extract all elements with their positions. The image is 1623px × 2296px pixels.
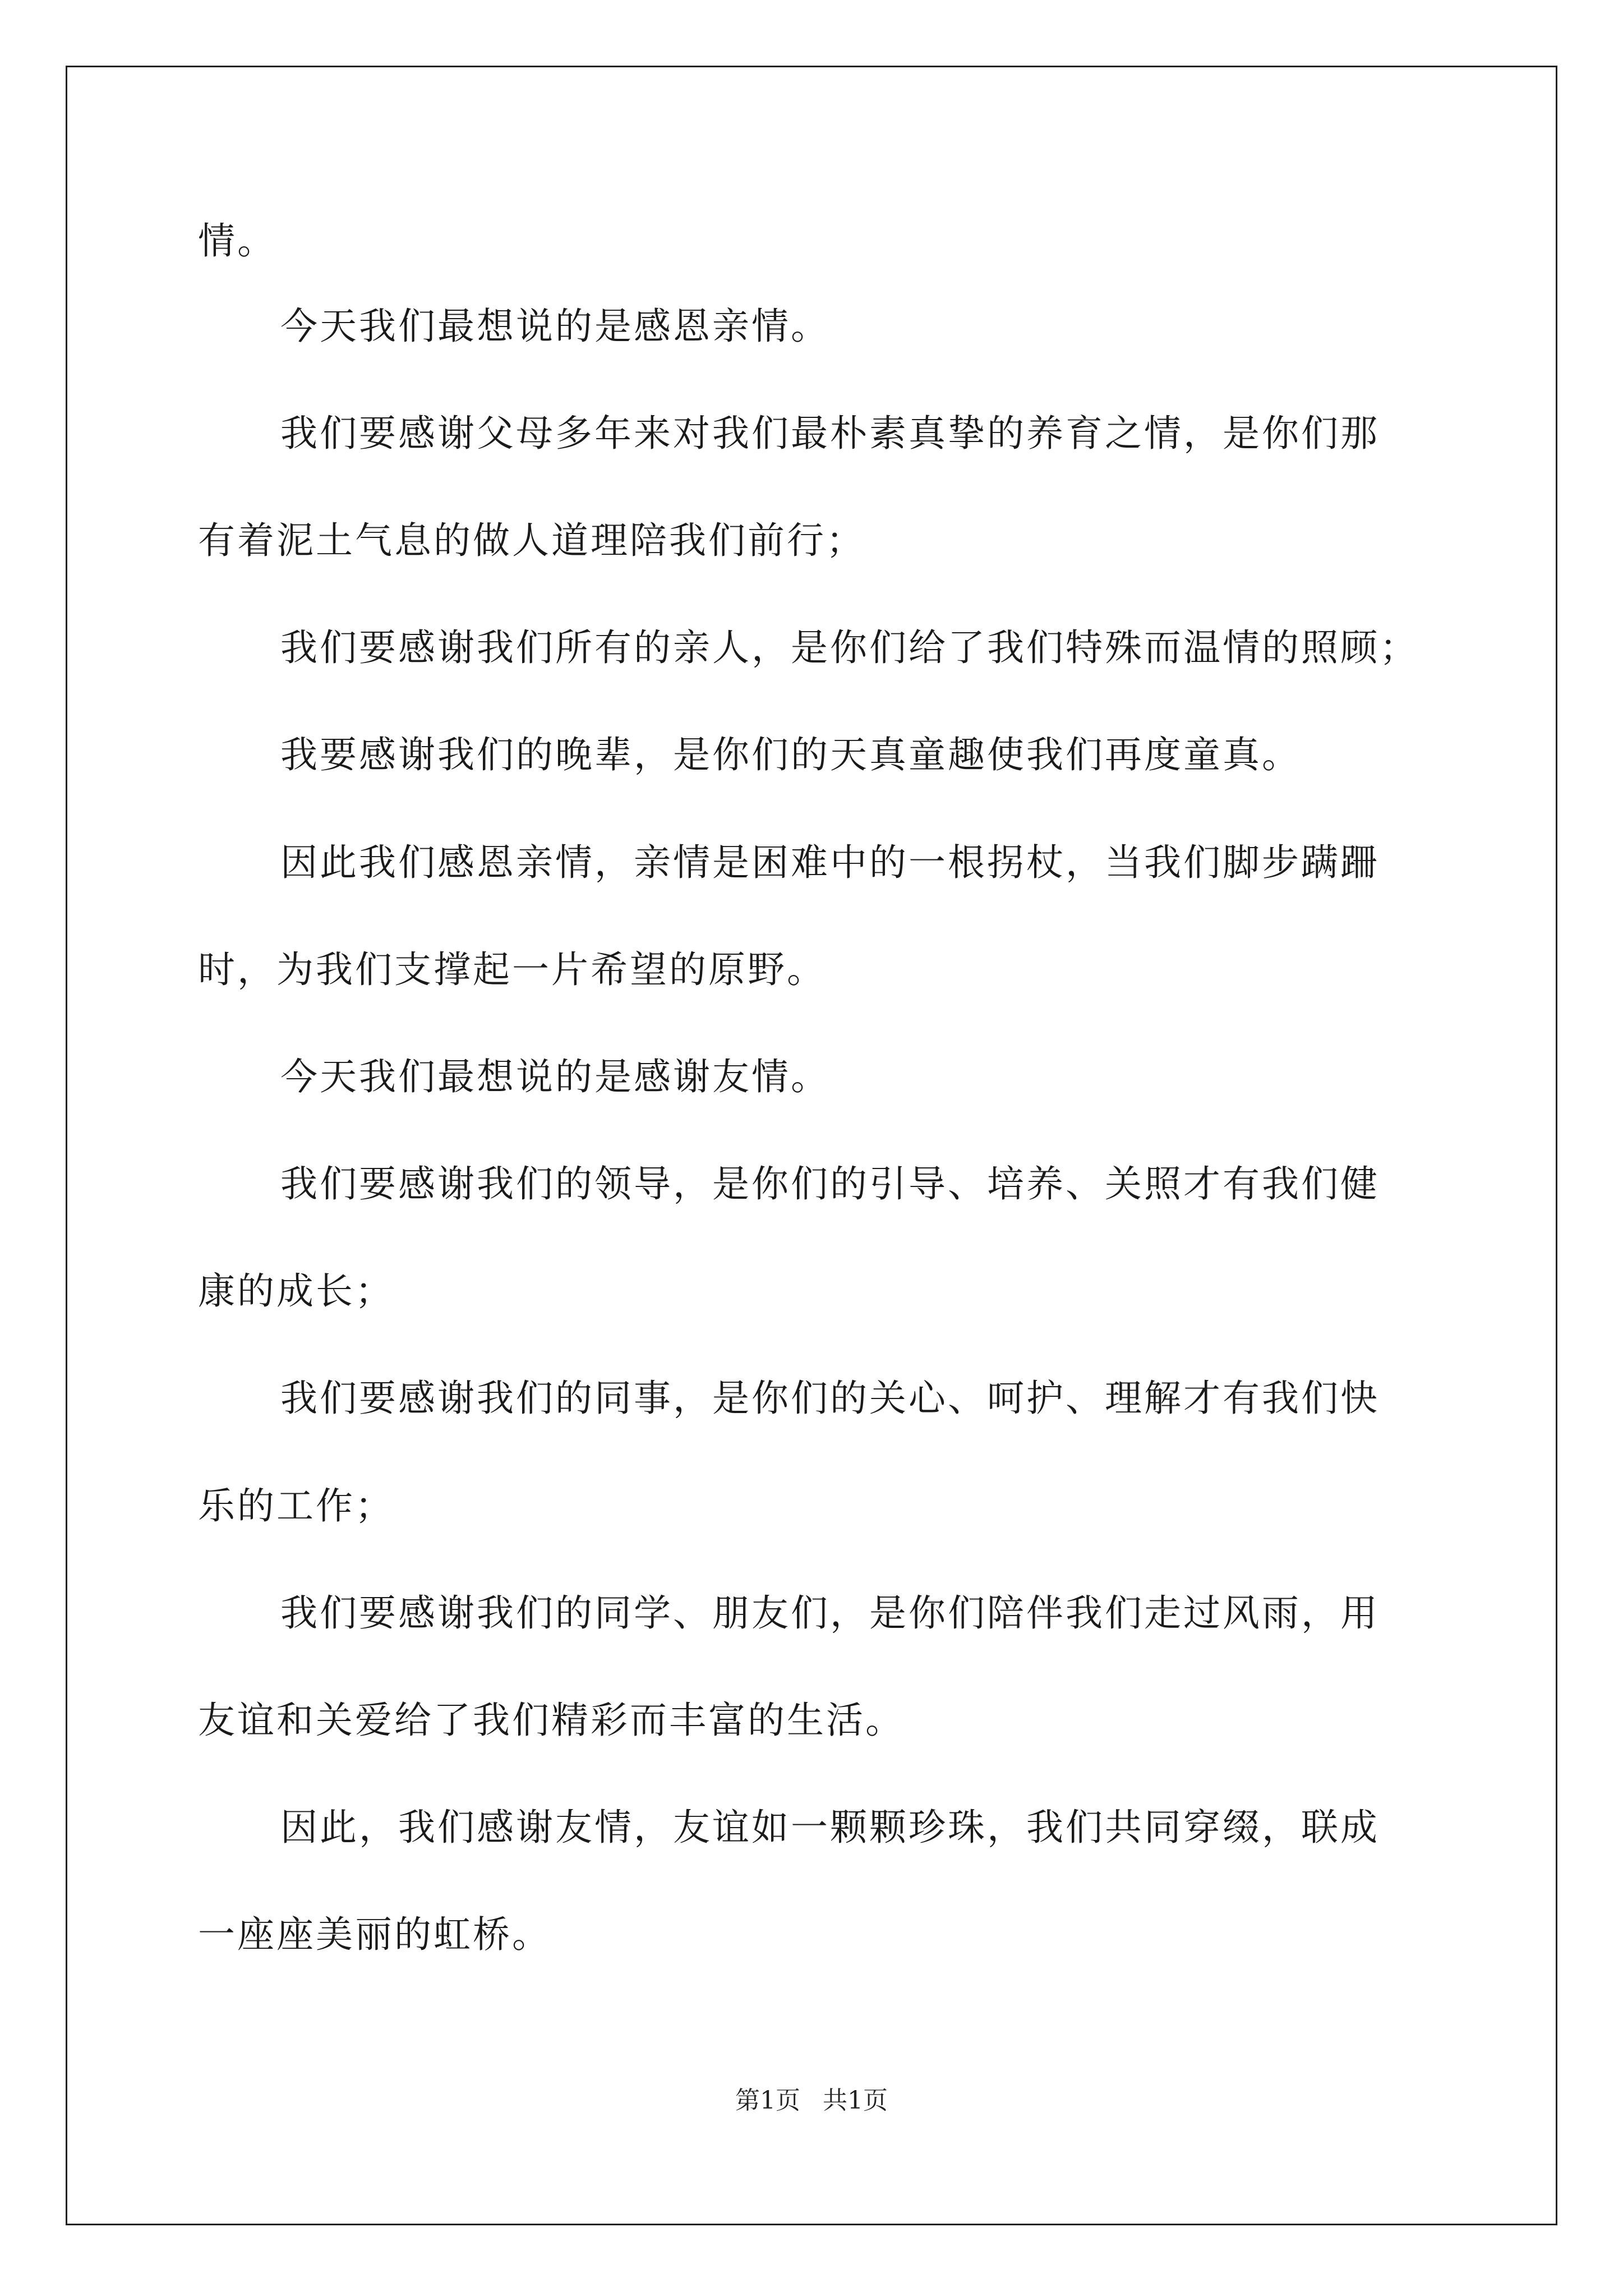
page-footer: [0, 2084, 1623, 2118]
text-line: 今天我们最想说的是感谢友情。: [280, 1055, 830, 1098]
text-line: 我们要感谢父母多年来对我们最朴素真挚的养育之情，是你们那: [280, 412, 1380, 455]
text-line: 我们要感谢我们的同事，是你们的关心、呵护、理解才有我们快: [280, 1377, 1380, 1420]
text-line: 我们要感谢我们的领导，是你们的引导、培养、关照才有我们健: [280, 1162, 1380, 1205]
text-line: 康的成长；: [198, 1269, 394, 1313]
text-line: 因此，我们感谢友情，友谊如一颗颗珍珠，我们共同穿缀，联成: [280, 1806, 1380, 1849]
text-line: 情。: [198, 219, 276, 263]
text-line: 今天我们最想说的是感恩亲情。: [280, 305, 830, 348]
page-total: 共1页: [823, 2086, 888, 2115]
text-line: 乐的工作；: [198, 1484, 394, 1527]
text-line: 我要感谢我们的晚辈，是你们的天真童趣使我们再度童真。: [280, 733, 1301, 776]
text-line: 时，为我们支撑起一片希望的原野。: [198, 948, 826, 991]
text-line: 我们要感谢我们的同学、朋友们，是你们陪伴我们走过风雨，用: [280, 1591, 1380, 1635]
page-number: 第1页: [735, 2086, 800, 2115]
text-line: 有着泥土气息的做人道理陪我们前行；: [198, 519, 865, 562]
page-border: [66, 66, 1557, 2225]
text-line: 我们要感谢我们所有的亲人，是你们给了我们特殊而温情的照顾；: [280, 626, 1419, 669]
text-line: 友谊和关爱给了我们精彩而丰富的生活。: [198, 1699, 905, 1742]
text-line: 一座座美丽的虹桥。: [198, 1913, 551, 1956]
text-line: 因此我们感恩亲情，亲情是困难中的一根拐杖，当我们脚步蹒跚: [280, 841, 1380, 884]
